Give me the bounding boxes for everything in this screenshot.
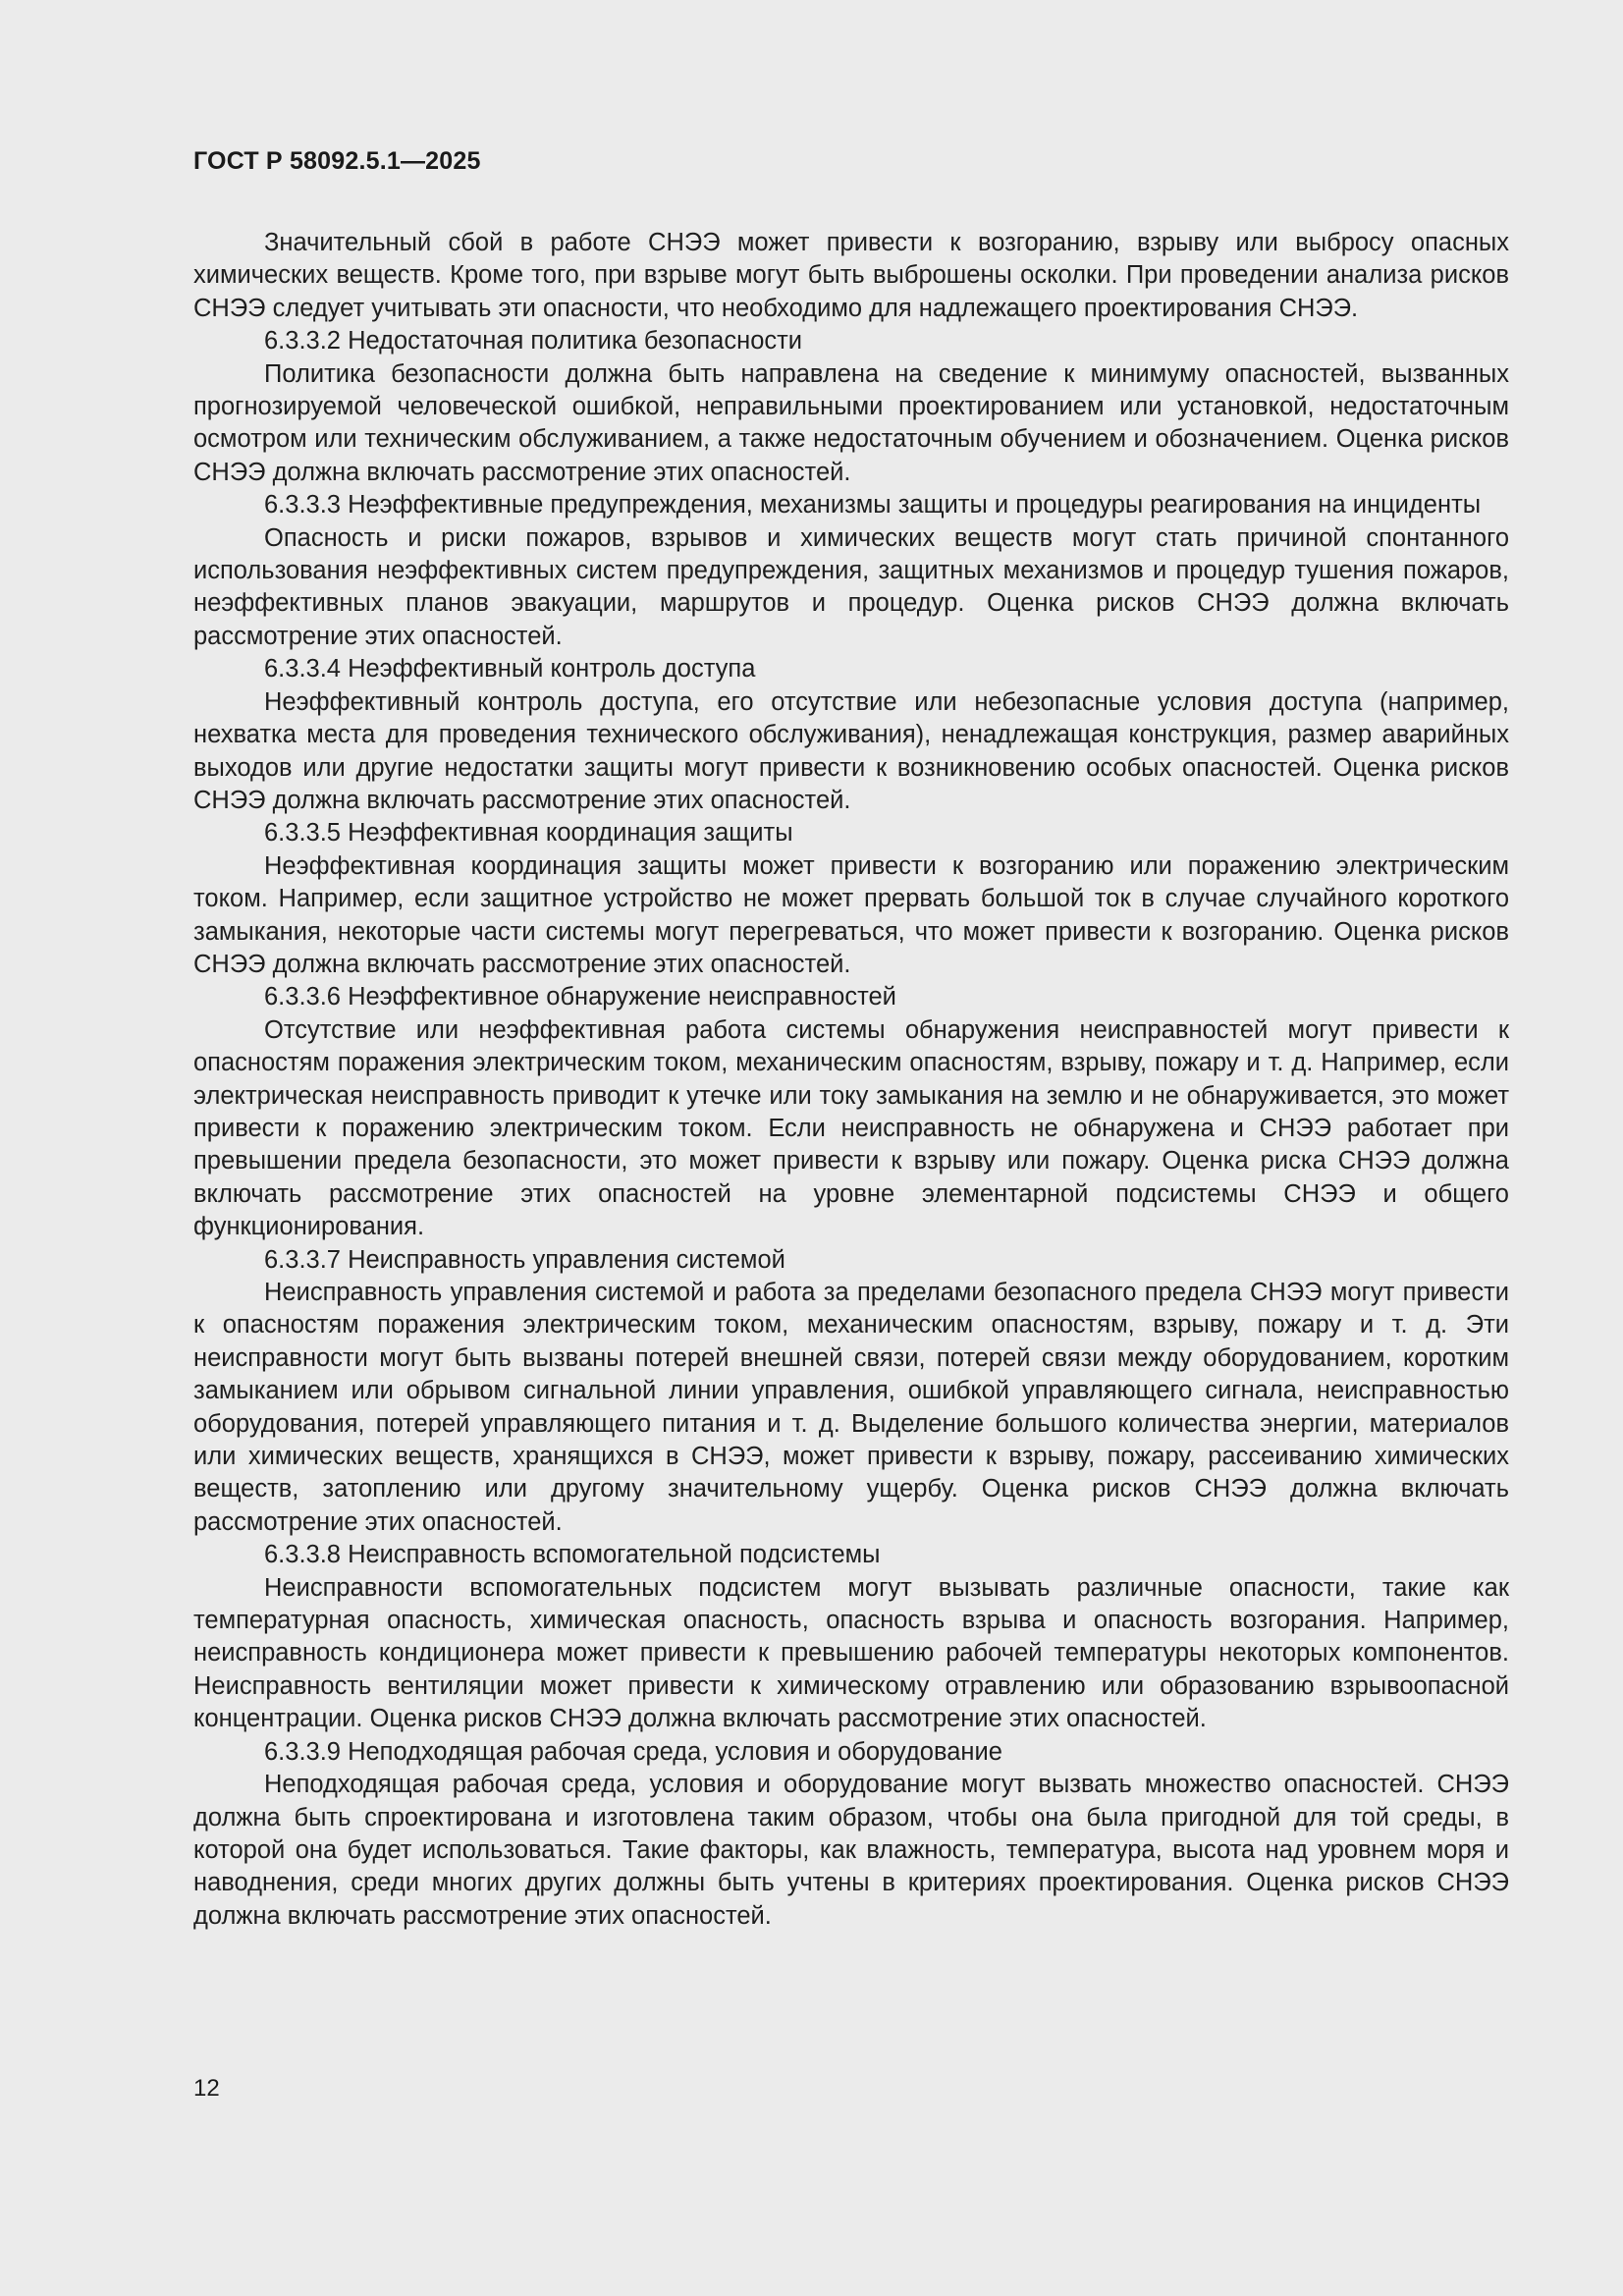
body-paragraph: Неисправность управления системой и работа за пределами безопасного предела СНЭЭ могут привести к опасностям поражения электрическим током, механическим опасностям, взрыву, пожару и т. д. Эти неисправности могут быть вызваны потерей внешней связи, потерей связи между оборудованием, коротким замыканием или обрывом сигнальной линии управления, ошибкой управляющего сигнала, неисправностью оборудования, потерей управляющего питания и т. д. Выделение большого количества энергии, материалов или химических веществ, хранящихся в СНЭЭ, может привести к взрыву, пожару, рассеиванию химических веществ, затоплению или другому значительному ущербу. Оценка рисков СНЭЭ должна включать рассмотрение этих опасностей. — [193, 1279, 1509, 1536]
section-heading: 6.3.3.7 Неисправность управления системой — [264, 1245, 785, 1274]
page-number: 12 — [193, 2075, 220, 2102]
body-paragraph: Неподходящая рабочая среда, условия и оборудование могут вызвать множество опасностей. СНЭЭ должна быть спроектирована и изготовлена таким образом, чтобы она была пригодной для той среды, в которой она будет использоваться. Такие факторы, как влажность, температура, высота над уровнем моря и наводнения, среди многих других должны быть учтены в критериях проектирования. Оценка рисков СНЭЭ должна включать рассмотрение этих опасностей. — [193, 1771, 1509, 1930]
body-paragraph: Неисправности вспомогательных подсистем могут вызывать различные опасности, такие как температурная опасность, химическая опасность, опасность взрыва и опасность возгорания. Например, неисправность кондиционера может привести к превышению рабочей температуры некоторых компонентов. Неисправность вентиляции может привести к химическому отравлению или образованию взрывоопасной концентрации. Оценка рисков СНЭЭ должна включать рассмотрение этих опасностей. — [193, 1573, 1509, 1733]
body-paragraph: Политика безопасности должна быть направлена на сведение к минимуму опасностей, вызванных прогнозируемой человеческой ошибкой, неправильными проектированием или установкой, недостаточным осмотром или техническим обслуживанием, а также недостаточным обучением и обозначением. Оценка рисков СНЭЭ должна включать рассмотрение этих опасностей. — [193, 359, 1509, 486]
body-paragraph: Отсутствие или неэффективная работа системы обнаружения неисправностей могут привести к опасностям поражения электрическим током, механическим опасностям, взрыву, пожару и т. д. Например, если электрическая неисправность приводит к утечке или току замыкания на землю и не обнаруживается, это может привести к поражению электрическим током. Если неисправность не обнаружена и СНЭЭ работает при превышении предела безопасности, это может привести к взрыву или пожару. Оценка риска СНЭЭ должна включать рассмотрение этих опасностей на уровне элементарной подсистемы СНЭЭ и общего функционирования. — [193, 1015, 1509, 1241]
section-heading: 6.3.3.2 Недостаточная политика безопасности — [264, 327, 803, 355]
section-heading: 6.3.3.3 Неэффективные предупреждения, механизмы защиты и процедуры реагирования на инциденты — [264, 491, 1482, 519]
body-paragraph: Неэффективная координация защиты может привести к возгоранию или поражению электрическим током. Например, если защитное устройство не может прервать большой ток в случае случайного короткого замыкания, некоторые части системы могут перегреваться, что может привести к возгоранию. Оценка рисков СНЭЭ должна включать рассмотрение этих опасностей. — [193, 851, 1509, 978]
body-paragraph: Опасность и риски пожаров, взрывов и химических веществ могут стать причиной спонтанного использования неэффективных систем предупреждения, защитных механизмов и процедур тушения пожаров, неэффективных планов эвакуации, маршрутов и процедур. Оценка рисков СНЭЭ должна включать рассмотрение этих опасностей. — [193, 523, 1509, 650]
body-paragraph: Неэффективный контроль доступа, его отсутствие или небезопасные условия доступа (например, нехватка места для проведения технического обслуживания), ненадлежащая конструкция, размер аварийных выходов или другие недостатки защиты могут привести к возникновению особых опасностей. Оценка рисков СНЭЭ должна включать рассмотрение этих опасностей. — [193, 687, 1509, 814]
section-heading: 6.3.3.6 Неэффективное обнаружение неисправностей — [264, 983, 896, 1011]
body-paragraph: Значительный сбой в работе СНЭЭ может привести к возгоранию, взрыву или выбросу опасных химических веществ. Кроме того, при взрыве могут быть выброшены осколки. При проведении анализа рисков СНЭЭ следует учитывать эти опасности, что необходимо для надлежащего проектирования СНЭЭ. — [193, 229, 1509, 322]
section-heading: 6.3.3.4 Неэффективный контроль доступа — [264, 655, 756, 683]
section-heading: 6.3.3.5 Неэффективная координация защиты — [264, 819, 793, 847]
document-id-header: ГОСТ Р 58092.5.1—2025 — [193, 147, 481, 175]
section-heading: 6.3.3.8 Неисправность вспомогательной подсистемы — [264, 1541, 881, 1569]
document-body — [193, 227, 1509, 1933]
section-heading: 6.3.3.9 Неподходящая рабочая среда, условия и оборудование — [264, 1737, 1002, 1766]
